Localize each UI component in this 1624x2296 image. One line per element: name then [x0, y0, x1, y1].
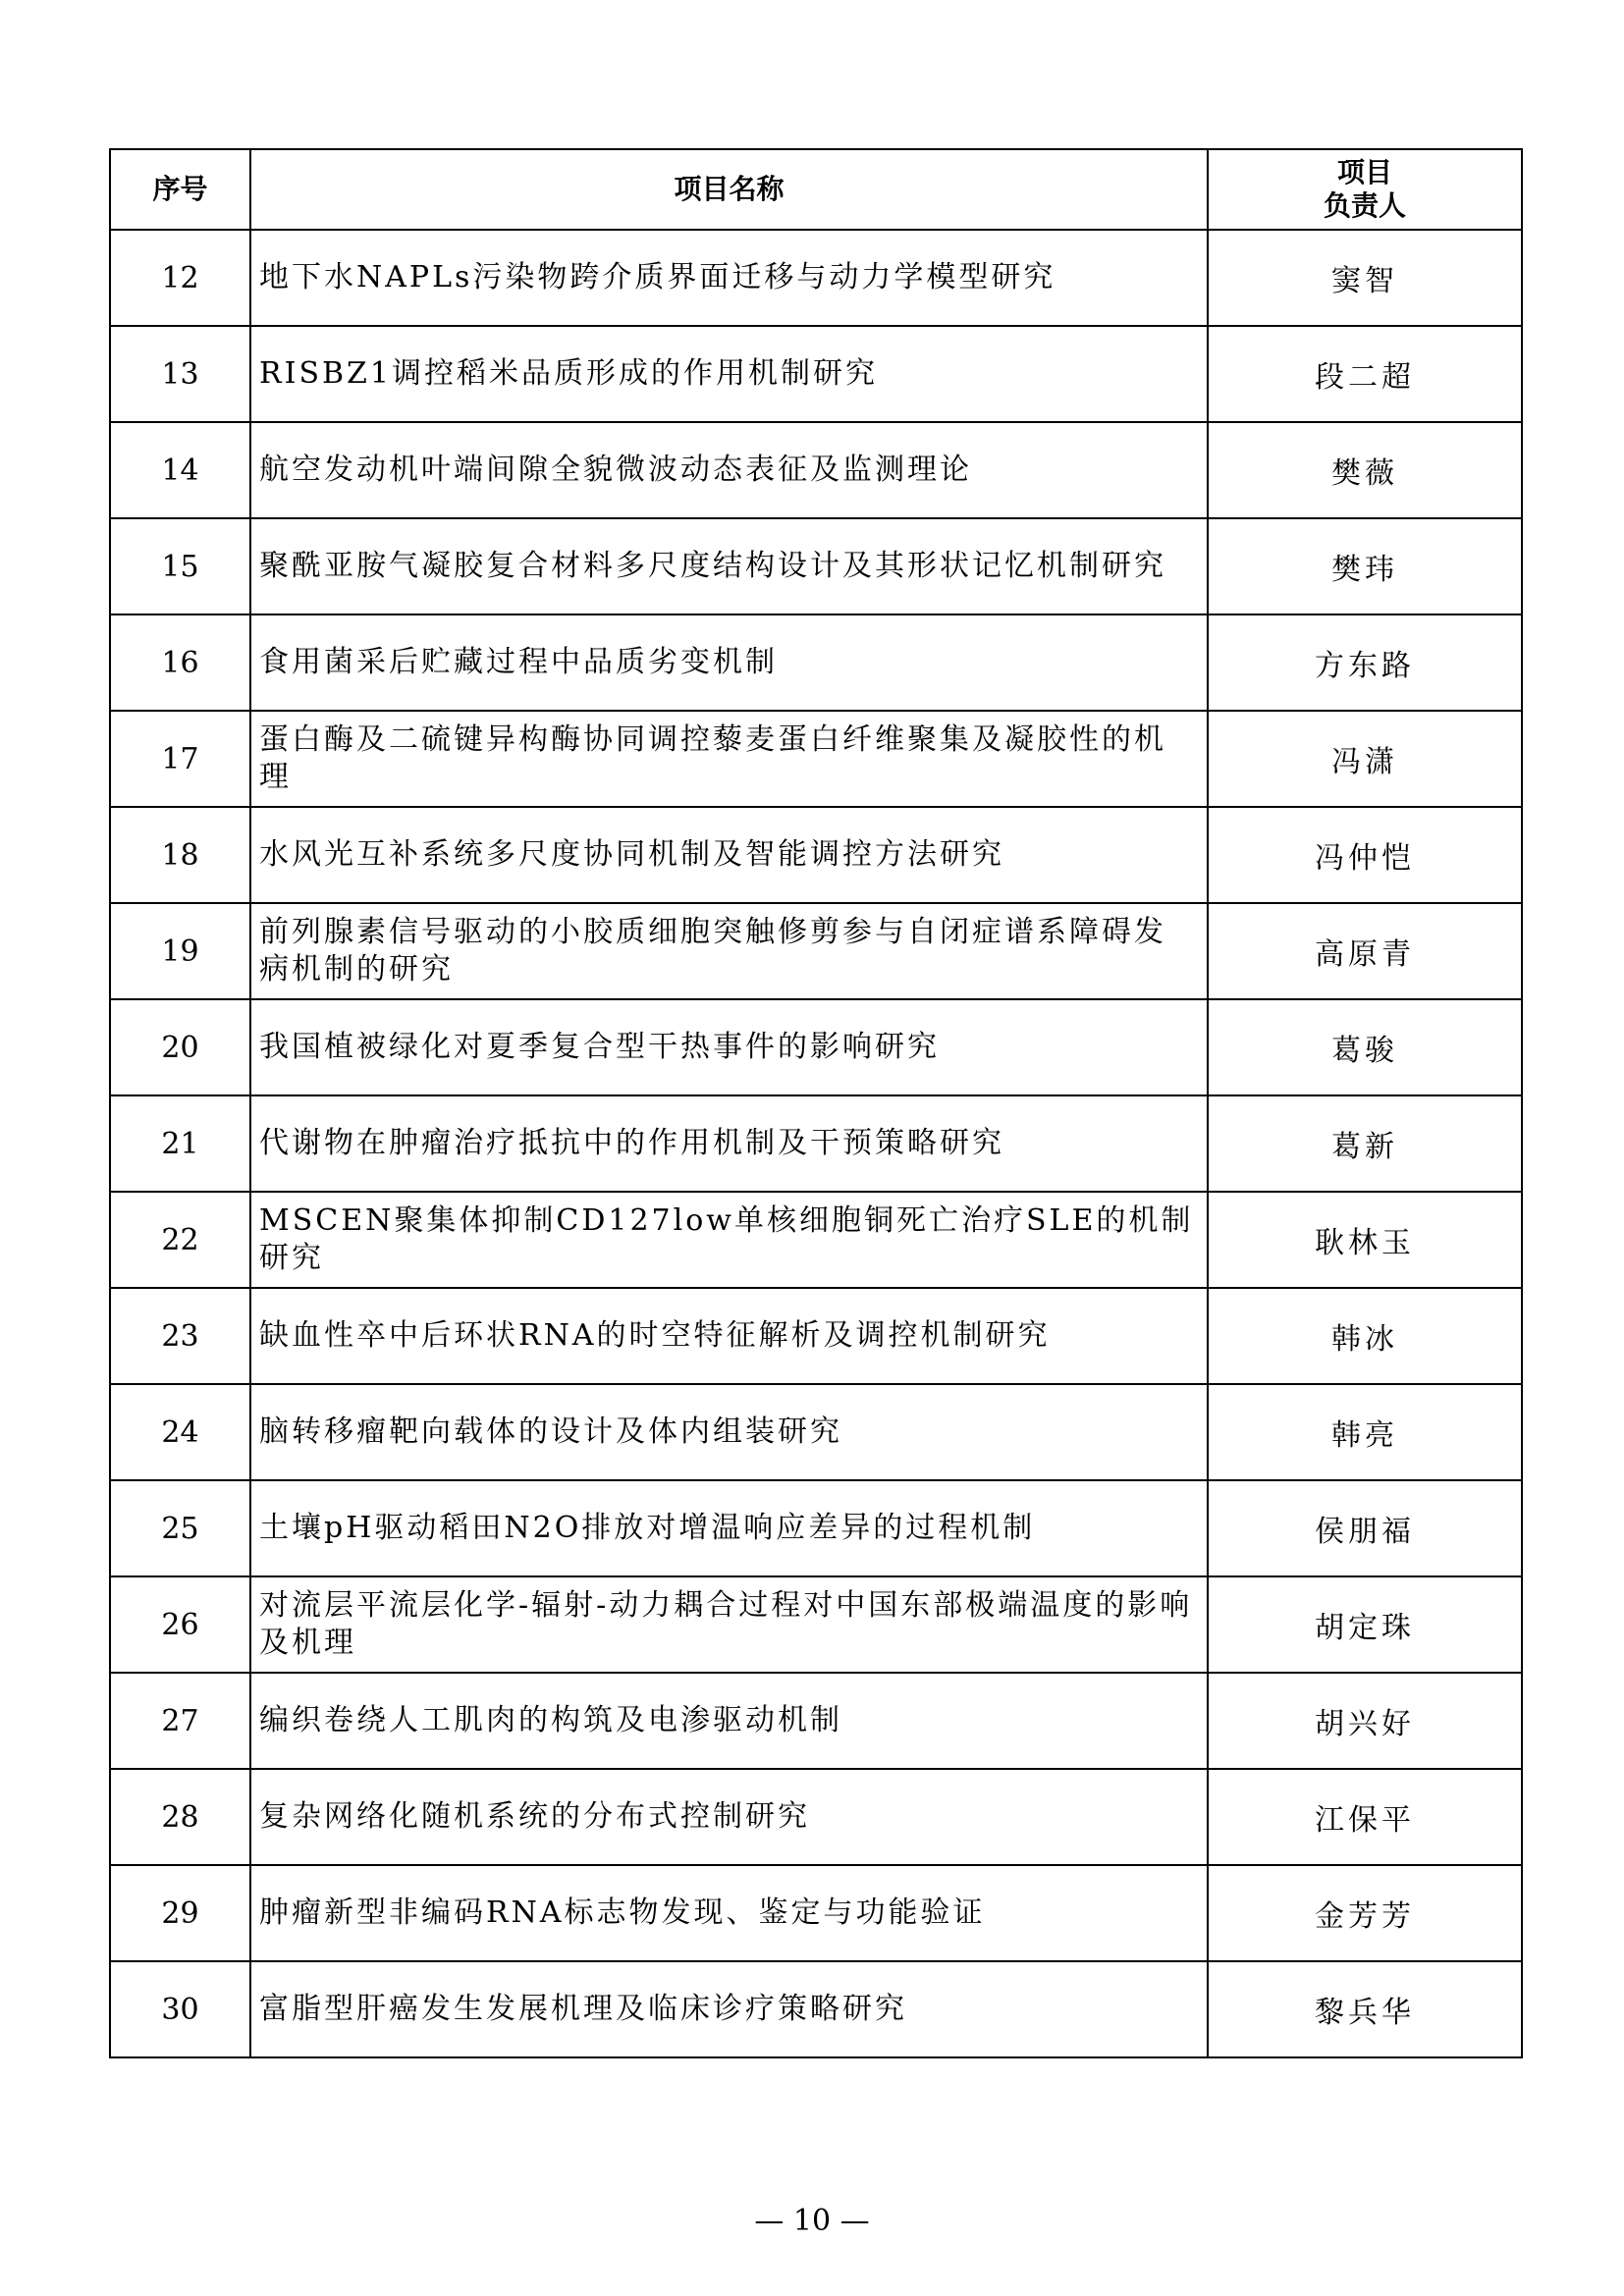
- serial-number-cell: 17: [110, 711, 250, 807]
- table-body: [110, 230, 1522, 2057]
- project-leader-cell: 冯潇: [1208, 711, 1522, 807]
- project-name-cell: 对流层平流层化学-辐射-动力耦合过程对中国东部极端温度的影响及机理: [250, 1576, 1208, 1673]
- table-row: [110, 1480, 1522, 1576]
- serial-number-cell: 23: [110, 1288, 250, 1384]
- project-leader-cell: 冯仲恺: [1208, 807, 1522, 903]
- page-number: — 10 —: [754, 2204, 870, 2238]
- serial-number-cell: 21: [110, 1095, 250, 1192]
- table-row: [110, 807, 1522, 903]
- project-name-cell: 食用菌采后贮藏过程中品质劣变机制: [250, 614, 1208, 711]
- project-name-cell: 地下水NAPLs污染物跨介质界面迁移与动力学模型研究: [250, 230, 1208, 326]
- table-row: [110, 614, 1522, 711]
- project-leader-cell: 段二超: [1208, 326, 1522, 422]
- table-row: [110, 711, 1522, 807]
- serial-number-cell: 20: [110, 999, 250, 1095]
- project-table-container: [109, 148, 1521, 2058]
- table-row: [110, 1384, 1522, 1480]
- project-name-cell: 代谢物在肿瘤治疗抵抗中的作用机制及干预策略研究: [250, 1095, 1208, 1192]
- project-leader-cell: 葛骏: [1208, 999, 1522, 1095]
- serial-number-cell: 13: [110, 326, 250, 422]
- project-name-cell: 肿瘤新型非编码RNA标志物发现、鉴定与功能验证: [250, 1865, 1208, 1961]
- header-project-leader-line2: 负责人: [1323, 189, 1406, 222]
- project-name-cell: 水风光互补系统多尺度协同机制及智能调控方法研究: [250, 807, 1208, 903]
- table-row: [110, 230, 1522, 326]
- serial-number-cell: 24: [110, 1384, 250, 1480]
- header-serial-number: 序号: [110, 149, 250, 230]
- project-name-cell: MSCEN聚集体抑制CD127low单核细胞铜死亡治疗SLE的机制研究: [250, 1192, 1208, 1288]
- project-leader-cell: 侯朋福: [1208, 1480, 1522, 1576]
- project-name-cell: 土壤pH驱动稻田N2O排放对增温响应差异的过程机制: [250, 1480, 1208, 1576]
- table-row: [110, 1288, 1522, 1384]
- table-row: [110, 903, 1522, 999]
- table-header-row: [110, 149, 1522, 230]
- project-leader-cell: 胡定珠: [1208, 1576, 1522, 1673]
- project-name-cell: 我国植被绿化对夏季复合型干热事件的影响研究: [250, 999, 1208, 1095]
- table-row: [110, 1961, 1522, 2057]
- project-name-cell: 编织卷绕人工肌肉的构筑及电渗驱动机制: [250, 1673, 1208, 1769]
- project-leader-cell: 黎兵华: [1208, 1961, 1522, 2057]
- header-project-name: 项目名称: [250, 149, 1208, 230]
- project-leader-cell: 韩冰: [1208, 1288, 1522, 1384]
- table-row: [110, 422, 1522, 518]
- project-name-cell: RISBZ1调控稻米品质形成的作用机制研究: [250, 326, 1208, 422]
- header-project-leader-line1: 项目: [1336, 156, 1392, 188]
- project-leader-cell: 葛新: [1208, 1095, 1522, 1192]
- serial-number-cell: 27: [110, 1673, 250, 1769]
- project-name-cell: 富脂型肝癌发生发展机理及临床诊疗策略研究: [250, 1961, 1208, 2057]
- serial-number-cell: 15: [110, 518, 250, 614]
- serial-number-cell: 28: [110, 1769, 250, 1865]
- project-name-cell: 聚酰亚胺气凝胶复合材料多尺度结构设计及其形状记忆机制研究: [250, 518, 1208, 614]
- project-name-cell: 前列腺素信号驱动的小胶质细胞突触修剪参与自闭症谱系障碍发病机制的研究: [250, 903, 1208, 999]
- project-leader-cell: 韩亮: [1208, 1384, 1522, 1480]
- project-leader-cell: 方东路: [1208, 614, 1522, 711]
- serial-number-cell: 29: [110, 1865, 250, 1961]
- project-leader-cell: 耿林玉: [1208, 1192, 1522, 1288]
- table-row: [110, 1192, 1522, 1288]
- serial-number-cell: 25: [110, 1480, 250, 1576]
- table-row: [110, 326, 1522, 422]
- project-leader-cell: 金芳芳: [1208, 1865, 1522, 1961]
- serial-number-cell: 19: [110, 903, 250, 999]
- table-row: [110, 1673, 1522, 1769]
- table-row: [110, 1769, 1522, 1865]
- project-leader-cell: 胡兴好: [1208, 1673, 1522, 1769]
- project-leader-cell: 高原青: [1208, 903, 1522, 999]
- project-name-cell: 脑转移瘤靶向载体的设计及体内组装研究: [250, 1384, 1208, 1480]
- serial-number-cell: 26: [110, 1576, 250, 1673]
- project-leader-cell: 樊玮: [1208, 518, 1522, 614]
- project-leader-cell: 樊薇: [1208, 422, 1522, 518]
- project-name-cell: 复杂网络化随机系统的分布式控制研究: [250, 1769, 1208, 1865]
- project-leader-cell: 江保平: [1208, 1769, 1522, 1865]
- serial-number-cell: 12: [110, 230, 250, 326]
- serial-number-cell: 16: [110, 614, 250, 711]
- serial-number-cell: 14: [110, 422, 250, 518]
- table-row: [110, 1576, 1522, 1673]
- project-table: [109, 148, 1523, 2058]
- serial-number-cell: 22: [110, 1192, 250, 1288]
- serial-number-cell: 30: [110, 1961, 250, 2057]
- project-name-cell: 缺血性卒中后环状RNA的时空特征解析及调控机制研究: [250, 1288, 1208, 1384]
- table-row: [110, 518, 1522, 614]
- project-name-cell: 蛋白酶及二硫键异构酶协同调控藜麦蛋白纤维聚集及凝胶性的机理: [250, 711, 1208, 807]
- project-name-cell: 航空发动机叶端间隙全貌微波动态表征及监测理论: [250, 422, 1208, 518]
- header-project-leader: [1208, 149, 1522, 230]
- table-row: [110, 1095, 1522, 1192]
- table-row: [110, 1865, 1522, 1961]
- serial-number-cell: 18: [110, 807, 250, 903]
- table-row: [110, 999, 1522, 1095]
- project-leader-cell: 窦智: [1208, 230, 1522, 326]
